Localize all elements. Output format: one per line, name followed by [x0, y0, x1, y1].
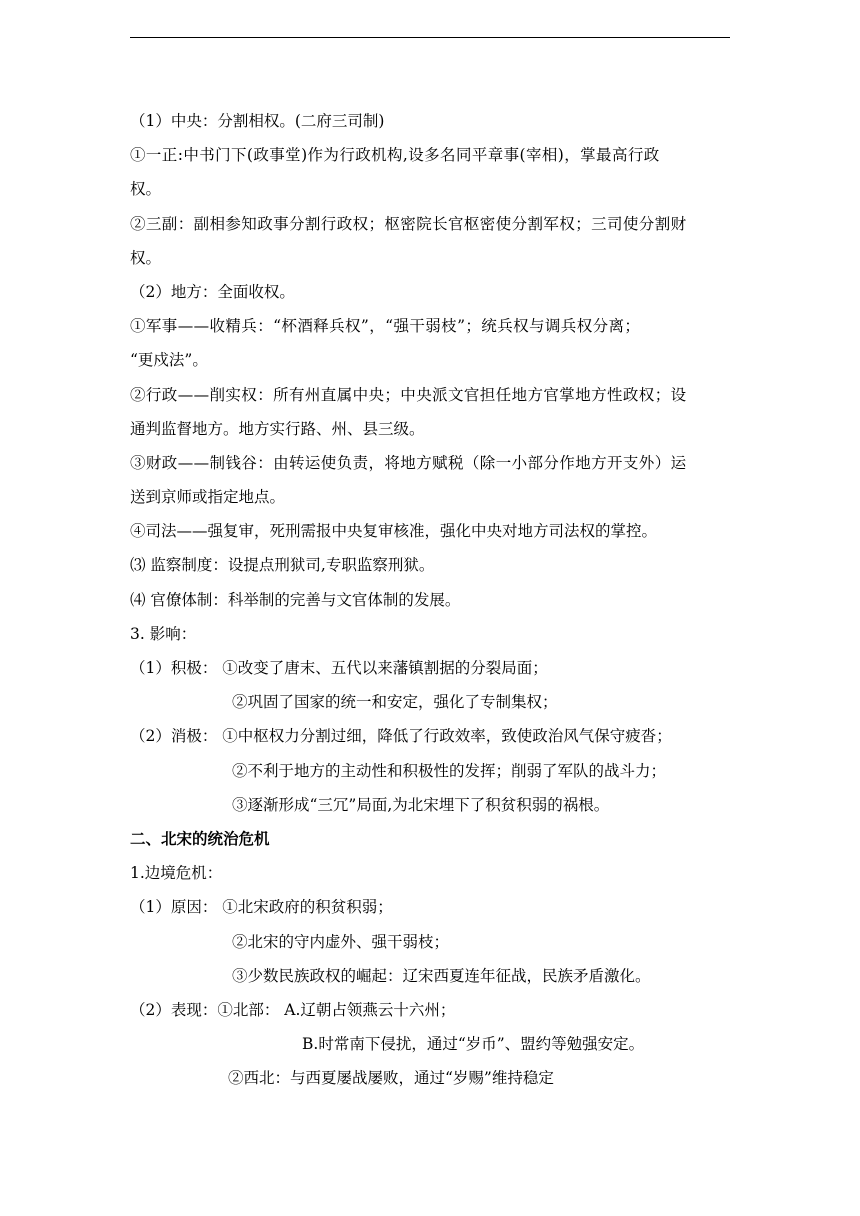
cause-2: ②北宋的守内虚外、强干弱枝；: [232, 932, 450, 951]
local-finance: ③财政——制钱谷：由转运使负责，将地方赋税（除一小部分作地方开支外）运: [130, 453, 687, 472]
manifestation-north-b: B.时常南下侵扰，通过“岁币”、盟约等勉强安定。: [302, 1035, 645, 1054]
central-point-1: ①一正:中书门下(政事堂)作为行政机构,设多名同平章事(宰相)，掌最高行政: [130, 146, 660, 165]
local-military-cont: “更戍法”。: [130, 351, 208, 370]
influence-positive-2: ②巩固了国家的统一和安定，强化了专制集权；: [232, 693, 558, 712]
influence-heading: 3. 影响：: [130, 624, 197, 643]
local-judiciary: ④司法——强复审，死刑需报中央复审核准，强化中央对地方司法权的掌控。: [130, 522, 658, 541]
section-heading-crisis: 二、北宋的统治危机: [130, 828, 270, 848]
influence-negative-2: ②不利于地方的主动性和积极性的发挥；削弱了军队的战斗力；: [232, 761, 667, 780]
supervision-system: ⑶ 监察制度：设提点刑狱司,专职监察刑狱。: [130, 556, 435, 575]
local-finance-cont: 送到京师或指定地点。: [130, 488, 286, 507]
local-military: ①军事——收精兵：“杯酒释兵权”，“强干弱枝”；统兵权与调兵权分离；: [130, 317, 641, 336]
local-administration: ②行政——削实权：所有州直属中央；中央派文官担任地方官掌地方性政权；设: [130, 385, 687, 404]
manifestation-north-a: （2）表现：①北部： A.辽朝占领燕云十六州；: [130, 1000, 456, 1019]
influence-negative-3: ③逐渐形成“三冗”局面,为北宋埋下了积贫积弱的祸根。: [232, 795, 610, 814]
local-heading: （2）地方：全面收权。: [130, 282, 295, 301]
header-rule: [130, 37, 730, 38]
influence-negative-1: （2）消极： ①中枢权力分割过细，降低了行政效率，致使政治风气保守疲沓；: [130, 727, 672, 746]
border-crisis-heading: 1.边境危机：: [130, 864, 223, 883]
local-administration-cont: 通判监督地方。地方实行路、州、县三级。: [130, 419, 425, 438]
manifestation-northwest: ②西北：与西夏屡战屡败，通过“岁赐”维持稳定: [228, 1069, 554, 1088]
central-heading: （1）中央：分割相权。(二府三司制): [130, 112, 385, 130]
influence-positive-1: （1）积极： ①改变了唐末、五代以来藩镇割据的分裂局面；: [130, 659, 548, 677]
cause-1: （1）原因： ①北宋政府的积贫积弱；: [130, 898, 393, 917]
central-point-1-cont: 权。: [130, 180, 162, 199]
document-body: [130, 104, 730, 1095]
central-point-2: ②三副：副相参知政事分割行政权；枢密院长官枢密使分割军权；三司使分割财: [130, 214, 687, 233]
cause-3: ③少数民族政权的崛起：辽宋西夏连年征战，民族矛盾激化。: [232, 966, 651, 985]
central-point-2-cont: 权。: [130, 248, 162, 267]
bureaucratic-system: ⑷ 官僚体制：科举制的完善与文官体制的发展。: [130, 590, 461, 609]
